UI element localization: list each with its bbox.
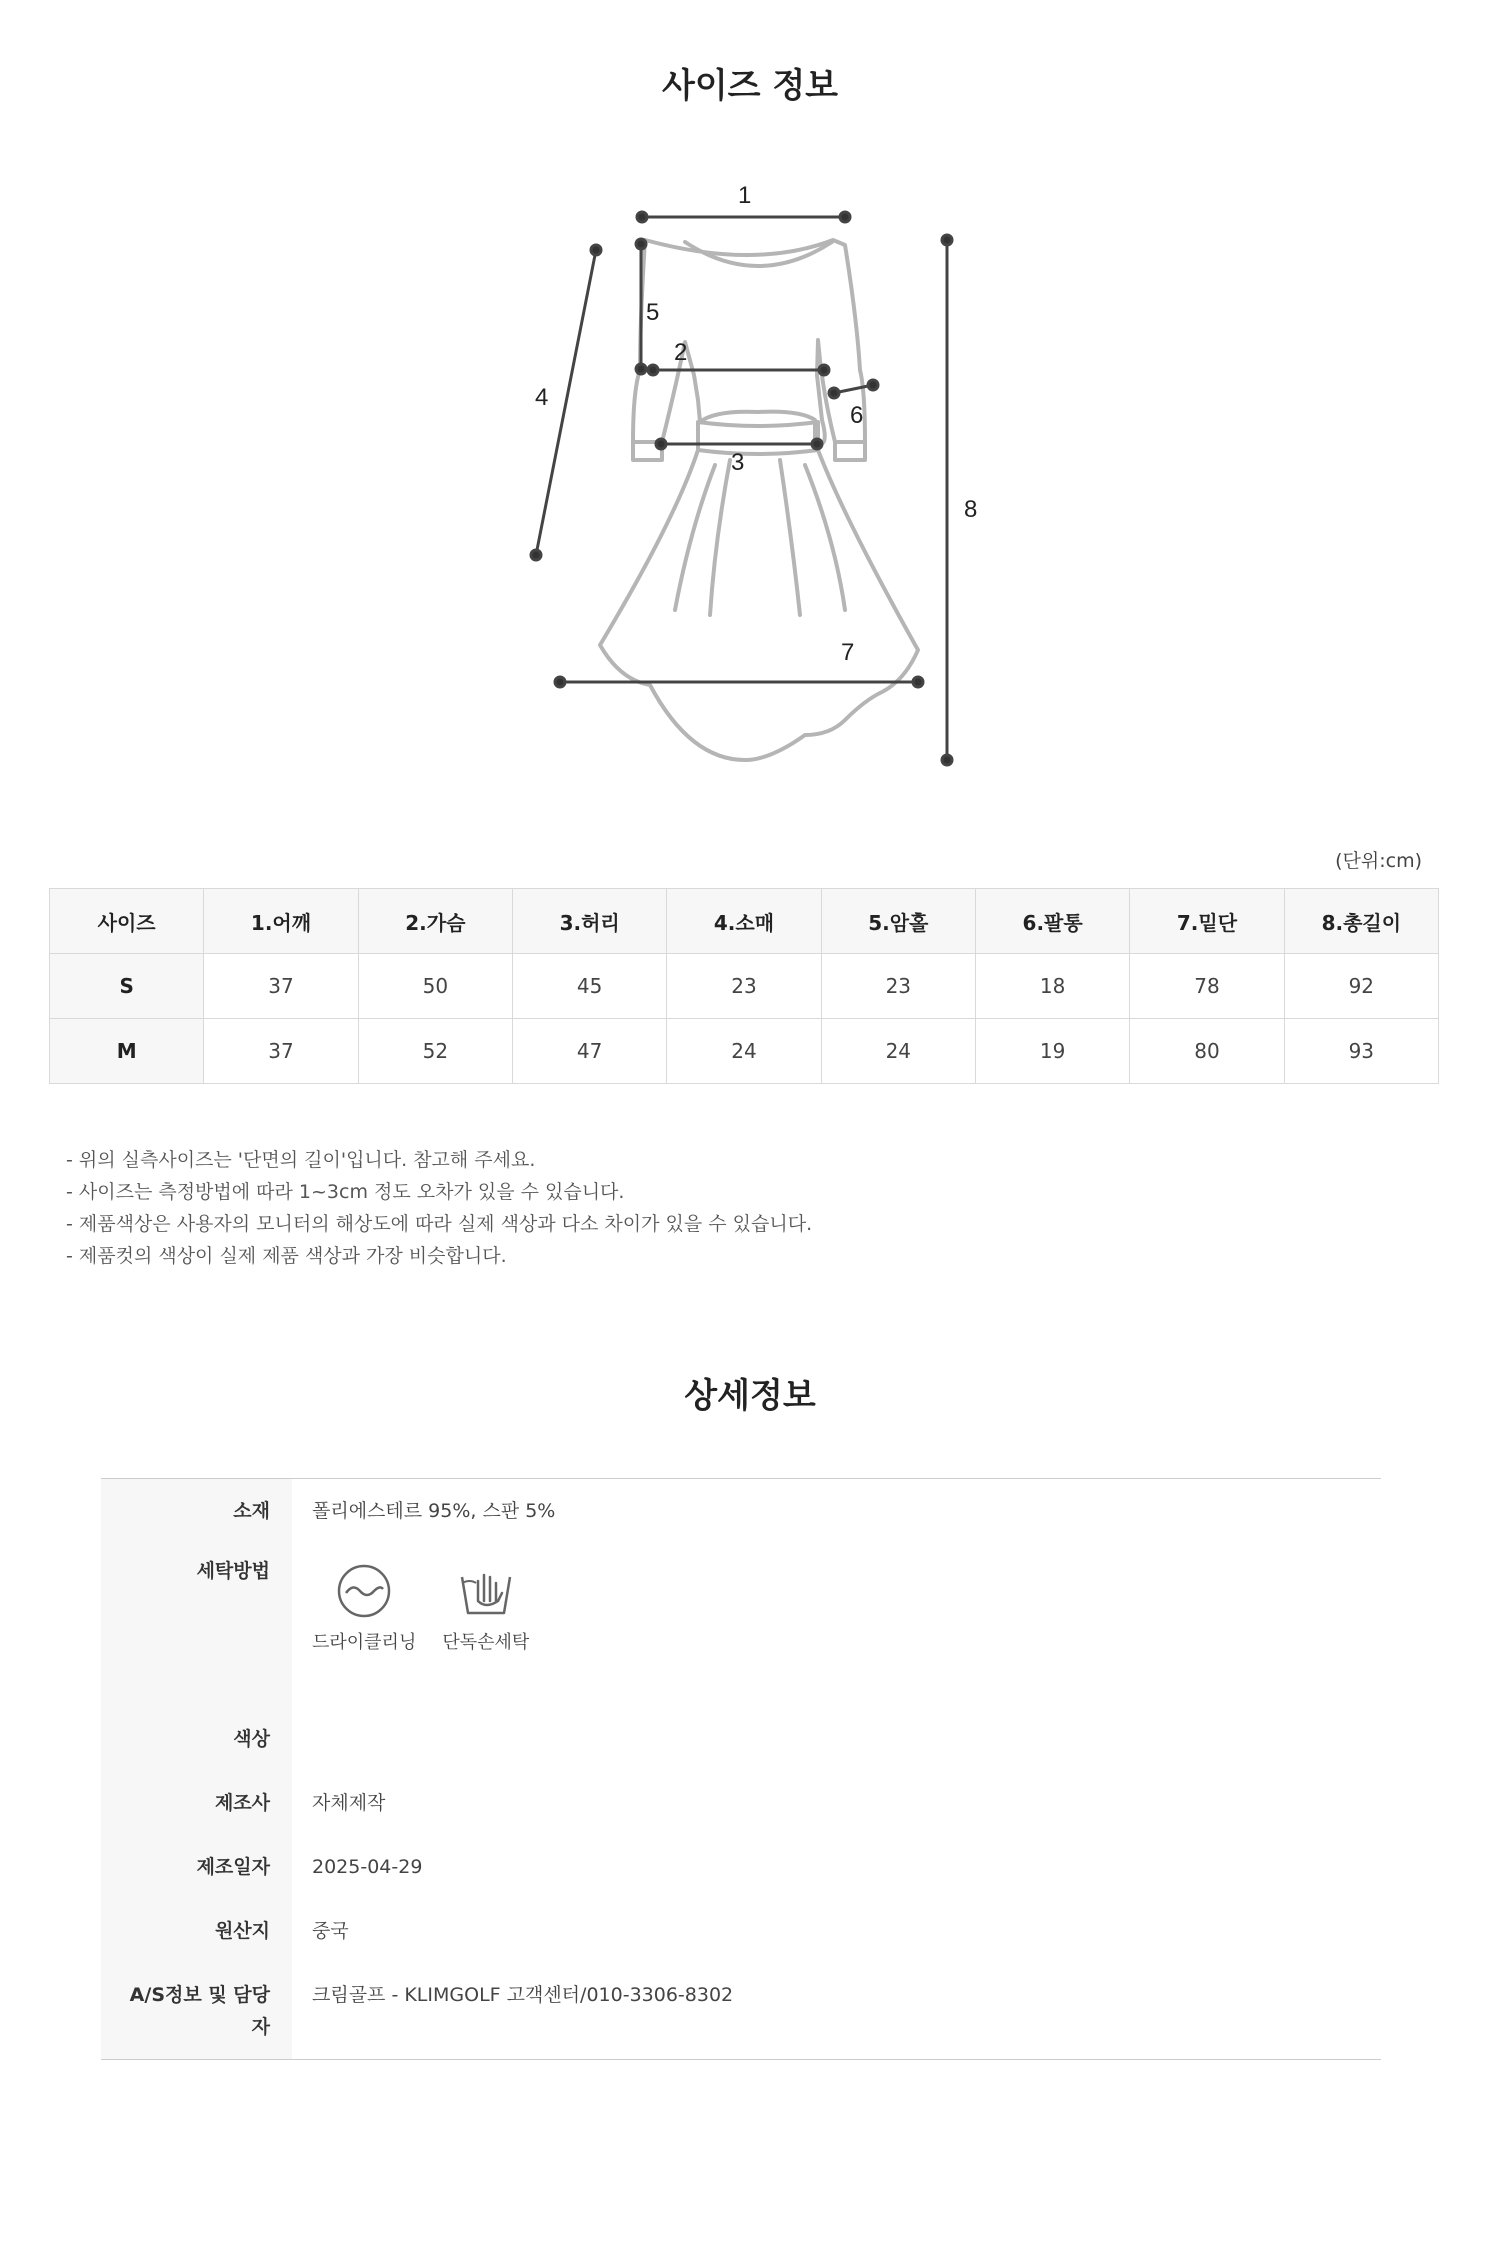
label-shoulder: 1 (738, 182, 752, 209)
as-label: A/S정보 및 담당자 (101, 1963, 292, 2059)
header-total-length: 8.총길이 (1284, 889, 1438, 954)
size-info-title: 사이즈 정보 (661, 66, 839, 106)
table-cell: 24 (821, 1019, 975, 1084)
dry-clean-icon (336, 1563, 392, 1619)
table-cell: 37 (204, 1019, 358, 1084)
detail-info-title: 상세정보 (684, 1376, 816, 1416)
table-cell: 23 (667, 954, 821, 1019)
note-item: - 제품컷의 색상이 실제 제품 색상과 가장 비슷합니다. (66, 1245, 507, 1267)
origin-value: 중국 (312, 1920, 349, 1942)
detail-row-date (101, 1835, 1381, 1899)
care-item-label: 단독손세탁 (442, 1632, 530, 1653)
table-cell: 23 (821, 954, 975, 1019)
table-cell: 92 (1284, 954, 1438, 1019)
size-cell: S (50, 954, 204, 1019)
detail-row-material (101, 1479, 1381, 1543)
detail-table (101, 1478, 1381, 2060)
color-label: 색상 (101, 1707, 292, 1771)
table-cell: 93 (1284, 1019, 1438, 1084)
table-cell: 18 (975, 954, 1129, 1019)
care-value (292, 1543, 1381, 1707)
table-cell: 45 (512, 954, 666, 1019)
date-label: 제조일자 (101, 1835, 292, 1899)
table-cell: 47 (512, 1019, 666, 1084)
header-chest: 2.가슴 (358, 889, 512, 954)
header-sleeve: 4.소매 (667, 889, 821, 954)
table-cell: 50 (358, 954, 512, 1019)
header-hem: 7.밑단 (1130, 889, 1284, 954)
detail-row-as (101, 1963, 1381, 2059)
header-waist: 3.허리 (512, 889, 666, 954)
detail-row-origin (101, 1899, 1381, 1963)
note-item: - 사이즈는 측정방법에 따라 1~3cm 정도 오차가 있을 수 있습니다. (66, 1181, 625, 1203)
label-total-length: 8 (964, 496, 978, 523)
table-cell: 78 (1130, 954, 1284, 1019)
material-value: 폴리에스테르 95%, 스판 5% (312, 1500, 556, 1522)
detail-row-maker (101, 1771, 1381, 1835)
table-cell: 24 (667, 1019, 821, 1084)
table-header-row (50, 889, 1439, 954)
table-cell: 52 (358, 1019, 512, 1084)
detail-row-care (101, 1543, 1381, 1707)
label-chest: 2 (674, 339, 688, 366)
header-arm-width: 6.팔통 (975, 889, 1129, 954)
note-item: - 제품색상은 사용자의 모니터의 해상도에 따라 실제 색상과 다소 차이가 있을 수 있습니다. (66, 1213, 813, 1235)
hand-wash-icon (456, 1563, 516, 1619)
material-label: 소재 (101, 1479, 292, 1543)
dress-measurement-diagram (500, 160, 1020, 800)
table-row (50, 1019, 1439, 1084)
maker-value: 자체제작 (312, 1792, 386, 1814)
size-notes (66, 1144, 812, 1272)
size-cell: M (50, 1019, 204, 1084)
label-sleeve: 4 (535, 384, 549, 411)
table-cell: 80 (1130, 1019, 1284, 1084)
table-cell: 19 (975, 1019, 1129, 1084)
care-icons (312, 1543, 1381, 1655)
note-item: - 위의 실측사이즈는 '단면의 길이'입니다. 참고해 주세요. (66, 1149, 536, 1171)
care-item-dry-clean (312, 1563, 416, 1655)
header-size: 사이즈 (50, 889, 204, 954)
color-value (292, 1707, 1381, 1771)
header-armhole: 5.암홀 (821, 889, 975, 954)
care-item-label: 드라이클리닝 (312, 1632, 417, 1653)
origin-label: 원산지 (101, 1899, 292, 1963)
header-shoulder: 1.어깨 (204, 889, 358, 954)
label-arm-width: 6 (850, 402, 864, 429)
date-value: 2025-04-29 (312, 1856, 423, 1878)
unit-label: (단위:cm) (1335, 850, 1422, 872)
table-row (50, 954, 1439, 1019)
label-hem: 7 (841, 639, 855, 666)
as-value: 크림골프 - KLIMGOLF 고객센터/010-3306-8302 (312, 1984, 734, 2006)
care-item-hand-wash (442, 1563, 529, 1655)
detail-row-color (101, 1707, 1381, 1771)
size-table (49, 888, 1439, 1084)
care-label: 세탁방법 (101, 1543, 292, 1707)
label-armhole: 5 (646, 299, 660, 326)
table-cell: 37 (204, 954, 358, 1019)
maker-label: 제조사 (101, 1771, 292, 1835)
label-waist: 3 (731, 449, 745, 476)
measurement-lines (531, 212, 952, 765)
